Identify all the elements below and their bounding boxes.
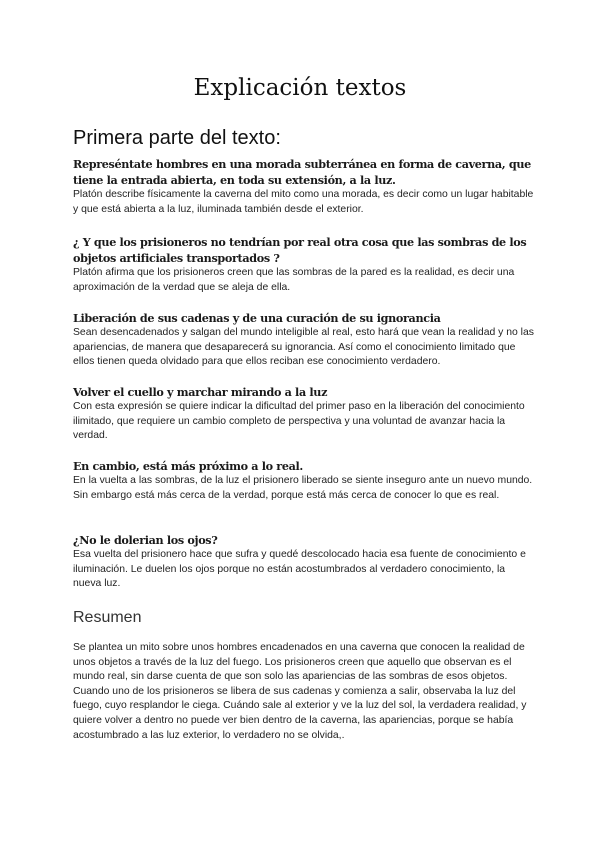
- section-title: Primera parte del texto:: [73, 127, 281, 149]
- summary-paragraph: Se plantea un mito sobre unos hombres encadenados en una caverna que conocen la realidad de unos objetos a través de la luz del fuego. Los prisioneros creen que aquello que observan es el mundo real, sin darse cuenta de que son solo las apariencias de las sombras de esos objetos. Cuando uno de los prisioneros se libera de sus cadenas y comienza a salir, observaba la luz del fuego, cuyo resplandor le ciega. Cuándo sale al exterior y ve la luz del sol, la verdadera realidad, y quiere volver a dentro no puede ver bien dentro de la caverna, las apariencias, porque se había acostumbrado a las luz exterior, lo verdadero no se olvida,.: [73, 642, 527, 741]
- summary-title: Resumen: [73, 609, 142, 626]
- document-title: Explicación textos: [193, 75, 407, 101]
- explanation-paragraph: Sean desencadenados y salgan del mundo inteligible al real, esto hará que vean la realidad y no las apariencias, de manera que desaparecerá su ignorancia. Así como el conocimiento limitado que ellos tienen queda olvidado para que ellos reciban ese conocimiento verdadero.: [73, 327, 534, 368]
- explanation-block: [73, 532, 535, 592]
- explanation-paragraph: En la vuelta a las sombras, de la luz el prisionero liberado se siente inseguro ante un nuevo mundo. Sin embargo está más cerca de la verdad, porque está más cerca de conocer lo que es real.: [73, 475, 533, 501]
- explanation-paragraph: Esa vuelta del prisionero hace que sufra y quedé descolocado hacia esa fuente de conocimiento e iluminación. Le duelen los ojos porque no están acostumbrados al verdadero conocimiento, la nueva luz.: [73, 549, 526, 590]
- quote-heading: Volver el cuello y marchar mirando a la luz: [73, 385, 328, 399]
- explanation-block: [73, 234, 535, 295]
- explanation-paragraph: Con esta expresión se quiere indicar la dificultad del primer paso en la liberación del conocimiento ilimitado, que requiere un cambio completo de perspectiva y una voluntad de avanzar hacia la verdad.: [73, 401, 525, 442]
- explanation-block: [73, 310, 535, 370]
- quote-heading: Liberación de sus cadenas y de una curación de su ignorancia: [73, 311, 441, 325]
- explanation-block: [73, 384, 535, 444]
- explanation-block: [73, 156, 535, 217]
- explanation-block: [73, 458, 535, 503]
- quote-heading: Represéntate hombres en una morada subterránea en forma de caverna, que tiene la entrada abierta, en toda su extensión, a la luz.: [73, 157, 531, 187]
- quote-heading: ¿No le dolerian los ojos?: [73, 533, 218, 547]
- explanation-paragraph: Platón describe físicamente la caverna del mito como una morada, es decir como un lugar habitable y que está abierta a la luz, iluminada también desde el exterior.: [73, 189, 534, 215]
- quote-heading: ¿ Y que los prisioneros no tendrían por real otra cosa que las sombras de los objetos artificiales transportados ?: [73, 235, 527, 265]
- quote-heading: En cambio, está más próximo a lo real.: [73, 459, 303, 473]
- explanation-paragraph: Platón afirma que los prisioneros creen que las sombras de la pared es la realidad, es decir una aproximación de la verdad que se aleja de ella.: [73, 267, 515, 293]
